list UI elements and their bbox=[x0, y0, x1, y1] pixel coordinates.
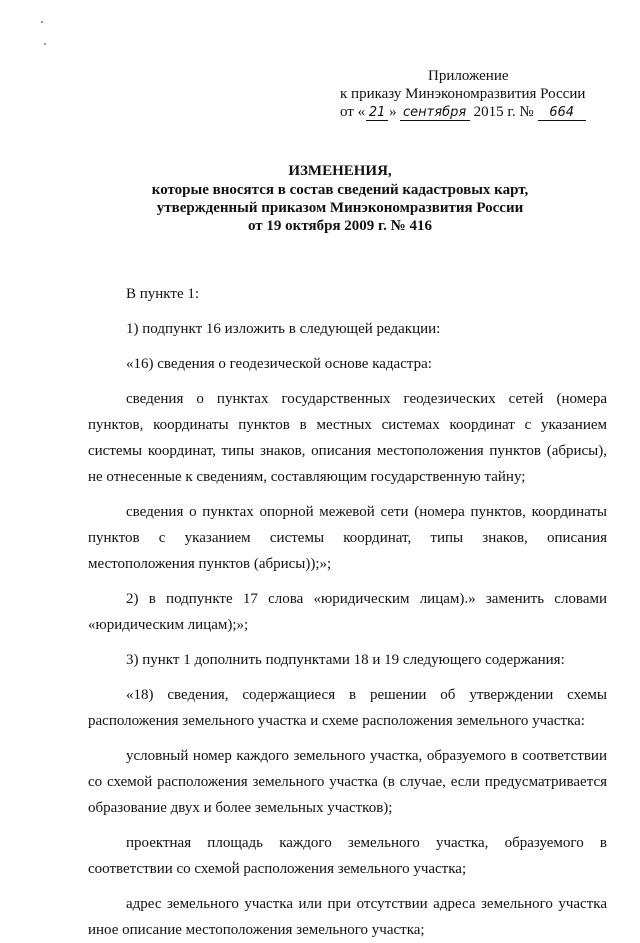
paragraph: 2) в подпункте 17 слова «юридическим лицам).» заменить словами «юридическим лицам);»; bbox=[88, 591, 607, 633]
order-reference: к приказу Минэкономразвития России bbox=[340, 86, 586, 102]
paragraph: В пункте 1: bbox=[126, 286, 200, 302]
paragraph: «16) сведения о геодезической основе кадастра: bbox=[126, 356, 432, 372]
scan-speck bbox=[44, 43, 46, 45]
paragraph: проектная площадь каждого земельного участка, образуемого в соответствии со схемой расположения земельного участка; bbox=[88, 835, 607, 877]
handwritten-order-number: 664 bbox=[538, 105, 586, 121]
handwritten-day: 21 bbox=[366, 105, 388, 121]
order-date-line bbox=[340, 103, 620, 121]
document-subtitle-line-1: которые вносятся в состав сведений кадастровых карт, bbox=[151, 182, 529, 198]
document-body bbox=[88, 281, 607, 943]
document-subtitle-line-2: утвержденный приказом Минэкономразвития России bbox=[156, 200, 524, 216]
handwritten-month: сентября bbox=[400, 105, 470, 121]
paragraph: условный номер каждого земельного участка, образуемого в соответствии со схемой расположения земельного участка (в случае, если предусматривается образование двух и более земельных участков); bbox=[88, 748, 607, 816]
paragraph: «18) сведения, содержащиеся в решении об утверждении схемы расположения земельного участка и схеме расположения земельного участка: bbox=[88, 687, 607, 729]
paragraph: адрес земельного участка или при отсутствии адреса земельного участка иное описание местоположения земельного участка; bbox=[88, 896, 607, 938]
appendix-label: Приложение bbox=[428, 68, 509, 84]
document-title: ИЗМЕНЕНИЯ, bbox=[288, 163, 392, 179]
paragraph: 1) подпункт 16 изложить в следующей редакции: bbox=[126, 321, 441, 337]
paragraph: 3) пункт 1 дополнить подпунктами 18 и 19 следующего содержания: bbox=[126, 652, 565, 668]
date-quote-close: » bbox=[389, 104, 397, 120]
scan-speck bbox=[41, 21, 43, 23]
date-prefix: от « bbox=[340, 104, 366, 120]
year-and-number-label: 2015 г. № bbox=[473, 104, 534, 120]
paragraph: сведения о пунктах государственных геодезических сетей (номера пунктов, координаты пунктов в местных системах координат с указанием системы координат, типы знаков, описания местоположения пунктов (абрисы), не отнесенные к сведениям, составляющим государственную тайну; bbox=[88, 391, 607, 485]
paragraph: сведения о пунктах опорной межевой сети (номера пунктов, координаты пунктов с указанием системы координат, типы знаков, описания местоположения пунктов (абрисы));»; bbox=[88, 504, 607, 572]
document-subtitle-line-3: от 19 октября 2009 г. № 416 bbox=[248, 218, 432, 234]
